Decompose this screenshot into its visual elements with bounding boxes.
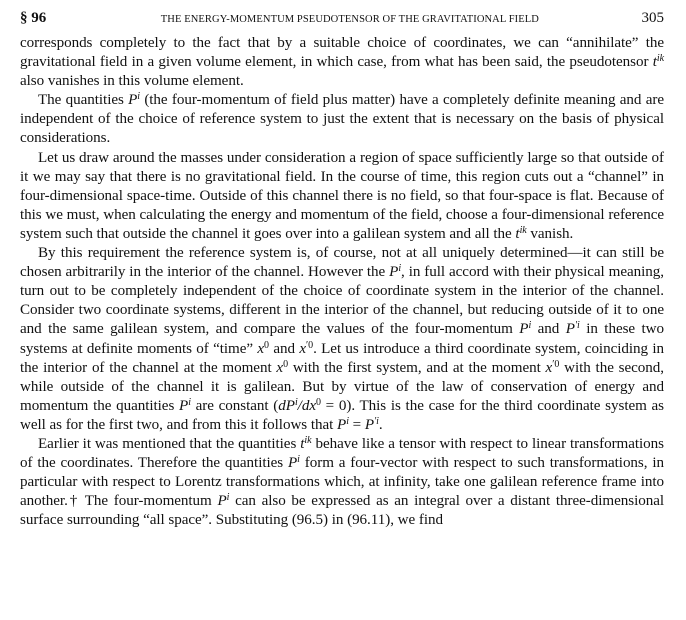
text-run: x	[276, 359, 284, 376]
superscript: 0	[315, 396, 321, 408]
text-run: (the four-momentum of field plus matter) have a completely definite meaning and are independent of the choice of reference system to just the extent that is necessary on the basis of physical considerations.	[20, 92, 664, 147]
superscript: ′0	[305, 339, 314, 351]
text-run: x	[545, 359, 553, 376]
text-run: = 0). This is the case for the third coordinate system as well as for the first two, and from this it follows that	[20, 397, 664, 433]
running-head	[20, 10, 664, 32]
text-run: P	[364, 416, 375, 433]
page-number: 305	[641, 10, 664, 26]
text-run: P	[565, 321, 575, 338]
text-run: /	[297, 397, 302, 414]
text-run: , in full accord with their physical meaning, turn out to be completely independent of the choice of coordinate system in the interior of the channel. Consider two coordinate systems, different in the interior of the channel, but reducing outside of it to one and the same galilean system, and compare the values of the four-momentum	[20, 264, 664, 338]
text-run: behave like a tensor with respect to linear transformations of the coordinates. Therefore the quantities	[20, 435, 664, 472]
text-run: with the second, while outside of the channel it is galilean. But by virtue of the law of conservation of energy and momentum the quantities	[20, 359, 664, 414]
superscript: ′i	[374, 415, 379, 427]
text-run: t	[652, 54, 657, 71]
text-run: .	[378, 416, 383, 433]
text-run: =	[348, 416, 365, 433]
text-run: and	[268, 340, 300, 357]
text-run: By this requirement the reference system is, of course, not at all uniquely determined—it can still be chosen arbitrarily in the interior of the channel. However the	[20, 245, 664, 281]
paragraph	[20, 435, 664, 530]
superscript: i	[398, 263, 402, 275]
text-run: vanish.	[526, 225, 574, 242]
superscript: i	[297, 454, 300, 466]
superscript: i	[346, 415, 349, 427]
running-title: THE ENERGY-MOMENTUM PSEUDOTENSOR OF THE GRAVITATIONAL FIELD	[160, 14, 539, 25]
superscript: ′i	[574, 320, 580, 332]
text-run: The quantities	[38, 92, 129, 109]
text-run: P	[519, 321, 529, 338]
superscript: 0	[283, 358, 289, 370]
text-run: corresponds completely to the fact that by a suitable choice of coordinates, we can “annihilate” the gravitational field in a given volume element, in which case, from what has been said, the pseudotensor	[20, 35, 664, 71]
text-run: Earlier it was mentioned that the quantities	[38, 435, 301, 452]
text-run: t	[515, 225, 520, 242]
text-run: P	[179, 397, 189, 414]
text-run: also vanishes in this volume element.	[20, 73, 244, 90]
text-run: with the first system, and at the moment	[288, 359, 546, 376]
superscript: i	[528, 320, 532, 332]
text-run: P	[287, 455, 298, 472]
paragraph	[20, 91, 664, 148]
superscript: ′0	[552, 358, 560, 370]
text-run: dx	[301, 397, 316, 414]
body-text	[20, 34, 664, 530]
paragraph	[20, 244, 664, 435]
text-run: and	[531, 321, 566, 338]
superscript: i	[294, 396, 298, 408]
section-number: § 96	[20, 10, 47, 26]
text-run: t	[300, 435, 305, 452]
paragraph	[20, 149, 664, 244]
text-run: . Let us introduce a third coordinate system, coinciding in the interior of the channel at the moment	[20, 340, 664, 376]
text-run: Let us draw around the masses under consideration a region of space sufficiently large so that outside of it we may say that there is no gravitational field. In the course of time, this region cuts out a “channel” in four-dimensional space-time. Outside of this channel there is no field, so that four-space is flat. Because of this we must, when calculating the energy and momentum of the field, choose a four-dimensional reference system such that outside the channel it goes over into a galilean system and all the	[20, 149, 664, 242]
superscript: i	[137, 91, 141, 103]
text-run: in these two systems at definite moments of “time”	[20, 321, 664, 357]
superscript: 0	[264, 339, 269, 351]
superscript: ik	[656, 53, 664, 65]
paragraph	[20, 34, 664, 91]
text-run: are constant (	[190, 397, 279, 414]
text-run: dP	[278, 397, 295, 414]
superscript: ik	[304, 434, 312, 446]
text-run: P	[389, 264, 399, 281]
superscript: ik	[519, 224, 527, 236]
text-run: x	[257, 340, 265, 357]
text-run: can also be expressed as an integral over a distant three-dimensional surface surrounding “all space”. Substituting (96.5) in (96.11), we find	[20, 493, 664, 529]
text-run: x	[299, 340, 306, 357]
superscript: i	[188, 396, 191, 408]
text-run: P	[337, 416, 347, 433]
text-run: P	[217, 493, 227, 510]
superscript: i	[226, 492, 230, 504]
text-run: P	[128, 92, 138, 109]
text-run: form a four-vector with respect to such transformations, in particular with respect to Lorentz transformations which, at infinity, take one galilean reference frame into another.† The four-momentum	[20, 455, 664, 510]
